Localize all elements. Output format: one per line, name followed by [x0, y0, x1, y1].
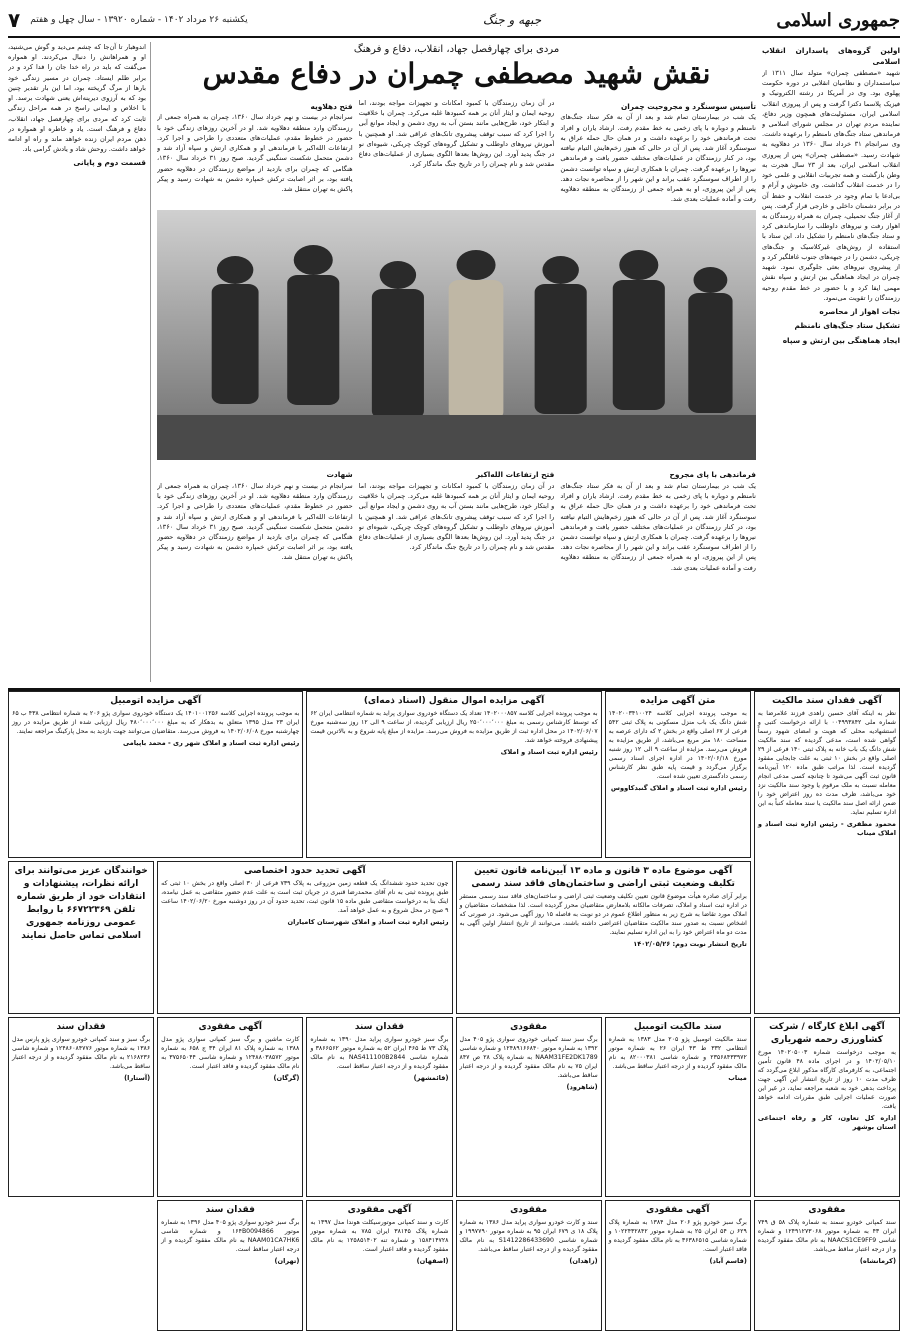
ad-body: کارت و سند کمپانی موتورسیکلت هوندا مدل ۱۳۹۷ به شماره پلاک ۳۸۱۴۵ ایران ۷۸۵ به شماره موتور ۱۵۸۴۱۴۷۲۸ و شماره تنه ۱۲۵۸۵۱۴۰۲ به نام مالک مفقود گردیده و فاقد اعتبار است.: [310, 1219, 449, 1254]
ad-footer: (اصفهان): [416, 1257, 449, 1266]
ad-body: برگ سبز خودرو پژو ۲۰۶ مدل ۱۳۸۴ به شماره پلاک ۶۲۹ ن ۵۴ ایران ۲۵ به شماره موتور ۱۰۲۲۴۳۲۸۴۲ و شماره شاسی ۳۶۳۸۶۵۱۵ به نام مالک مفقود گردیده و فاقد اعتبار است.: [608, 1219, 747, 1254]
ad-box: [605, 691, 751, 858]
ad-footer: رئیس اداره ثبت اسناد و املاک گنبدکاووس: [610, 783, 747, 792]
ad-title: مفقودی: [510, 1021, 548, 1032]
ad-box: [456, 1200, 602, 1331]
ad-body: برگ سبز و سند کمپانی خودرو سواری پژو پارس مدل ۱۳۸۶ به شماره موتور ۱۲۴۸۶۰۸۴۷۷۶ و شماره شاسی ۲۱۶۸۲۳۶ به نام مالک مفقود گردیده و از درجه اعتبار ساقط می‌باشد.: [12, 1035, 151, 1070]
article-text: شهید «مصطفی چمران» متولد سال ۱۳۱۱ از سیاستمداران و نظامیان انقلابی در دوره حکومت پهلوی بود. وی در آمریکا در رشته الکترونیک و فیزیک پلاسما دکترا گرفت و پس از پیروزی انقلاب اسلامی ایران، مسئولیت‌های همچون وزیر دفاع، نماینده مردم تهران در مجلس شورای اسلامی و فرماندهی ستاد جنگ‌های نامنظم را برعهده داشت. وی سرانجام ۳۱ خرداد سال ۱۳۶۰ در دهلاویه به شهادت رسید. «مصطفی چمران» پس از پیروزی انقلاب اسلامی ایران، بعد از ۲۳ سال هجرت به وطن بازگشت و همه تجربیات انقلابی و علمی خود را در خدمت انقلاب گذاشت. وی خاموش و آرام و بی‌ادعا با تمام وجود در خدمت انقلاب و حفظ آن در برابر دشمنان داخلی و خارجی قرار گرفت. پس از آغاز جنگ تحمیلی، چمران به همراه رزمندگان به اهواز رفت و نیروهای داوطلب را سازماندهی کرد و ستاد جنگ‌های نامنظم را تشکیل داد. این ستاد با استفاده از روش‌های غیرکلاسیک و جنگ‌های چریکی، دشمن را در جبهه‌های جنوب غافلگیر کرد و از پیشروی نیروهای بعثی جلوگیری نمود. شهید چمران در ایجاد هماهنگی بین ارتش و سپاه نقش مهمی ایفا کرد و با حضور در خط مقدم روحیه رزمندگان را تقویت می‌نمود.: [762, 68, 900, 302]
ad-box: [456, 861, 751, 1014]
article-text: در آن زمان رزمندگان با کمبود امکانات و تجهیزات مواجه بودند، اما روحیه ایمان و ایثار آنان بر همه کمبودها غلبه می‌کرد. چمران با خلاقیت و ابتکار خود، طرح‌هایی مانند بستن آب به روی دشمن و ایجاد موانع آبی را اجرا کرد که سبب توقف پیشروی تانک‌های عراقی شد. او همچنین با آموزش نیروهای داوطلب و تشکیل گروه‌های کوچک چریکی، شیوه‌ای نو در جنگ پدید آورد. این روش‌ها بعدها الگوی بسیاری از عملیات‌های دفاع مقدس شد و نام چمران را در تاریخ جنگ ماندگار کرد.: [358, 481, 555, 552]
ad-footer: (تهران): [274, 1257, 300, 1266]
article-main: [157, 42, 756, 682]
article-headline: نقش شهید مصطفی چمران در دفاع مقدس: [202, 57, 711, 90]
ad-title: سند مالکیت اتومبیل: [633, 1021, 722, 1032]
ad-body: نظر به اینکه آقای حسین زاهدی فرزند غلامرضا به شماره ملی ۰۰۴۹۹۳۸۴۲ با ارائه درخواست کتبی و استشهادیه محلی که هویت و امضای شهود رسماً گواهی شده است، مدعی گردیده که سند مالکیت شش دانگ یک باب خانه به پلاک ثبتی ۱۴۰ فرعی از ۲۹ اصلی واقع در بخش ۱۰ ثبتی به علت جابجایی مفقود گردیده است. لذا مراتب طبق ماده ۱۲۰ آیین‌نامه قانون ثبت آگهی می‌شود تا چنانچه کسی مدعی انجام معامله نسبت به ملک مرقوم یا وجود سند مالکیت نزد خود می‌باشد، ظرف مدت ده روز اعتراض خود را ضمن ارائه اصل سند مالکیت یا سند معامله کتباً به این اداره تسلیم نماید.: [757, 710, 896, 816]
ad-box: [8, 861, 154, 1014]
article-body-top: [157, 98, 756, 204]
article-ending-note: قسمت دوم و پایانی: [73, 158, 146, 168]
ad-footer: (زاهدان): [569, 1257, 598, 1266]
ad-box: [157, 861, 452, 1014]
ad-box: [754, 691, 900, 1014]
article-photo: [157, 210, 756, 460]
masthead: جمهوری اسلامی: [776, 9, 900, 31]
article-subhead: شهادت: [326, 470, 353, 480]
ad-title: آگهی موضوع ماده ۳ قانون و ماده ۱۳ آیین‌نامه قانون تعیین تکلیف وضعیت ثبتی اراضی و ساختمان‌های فاقد سند رسمی: [471, 865, 735, 889]
article-text: در آن زمان رزمندگان با کمبود امکانات و تجهیزات مواجه بودند، اما روحیه ایمان و ایثار آنان بر همه کمبودها غلبه می‌کرد. چمران با خلاقیت و ابتکار خود، طرح‌هایی مانند بستن آب به روی دشمن و ایجاد موانع آبی را اجرا کرد که سبب توقف پیشروی تانک‌های عراقی شد. او همچنین با آموزش نیروهای داوطلب و تشکیل گروه‌های کوچک چریکی، شیوه‌ای نو در جنگ پدید آورد. این روش‌ها بعدها الگوی بسیاری از عملیات‌های دفاع مقدس شد و نام چمران را در تاریخ جنگ ماندگار کرد.: [358, 99, 555, 169]
ad-footer: تاریخ انتشار نوبت دوم: ۱۴۰۲/۰۵/۲۶: [633, 939, 747, 948]
newspaper-page: [8, 4, 900, 1329]
ad-box: [605, 1200, 751, 1331]
article-subhead: اولین گروه‌های پاسداران انقلاب اسلامی: [762, 46, 900, 67]
article-subhead: فتح ارتفاعات الله‌اکبر: [475, 470, 555, 480]
ad-box: [306, 1017, 452, 1197]
ad-title: آگهی مفقودی: [347, 1205, 412, 1216]
ad-body: کارت ماشین و برگ سبز کمپانی سواری پژو مدل ۱۳۸۸ به شماره پلاک ۸۱ ایران ۳۴ ج ۶۵۸ به شماره موتور ۱۲۴۸۸۰۳۸۵۷۲ و شماره شاسی ۳۷۵۶۵۰۴۴ به نام مالک مفقود گردیده و فاقد اعتبار است.: [161, 1035, 300, 1070]
article-text: سرانجام در بیست و نهم خرداد سال ۱۳۶۰، چمران به همراه جمعی از رزمندگان وارد منطقه دهلاویه شد. او در آخرین روزهای زندگی خود با حضور در خطوط مقدم، عملیات‌های متعددی را طراحی و اجرا کرد. ارتفاعات الله‌اکبر با فرماندهی او و همکاری ارتش و سپاه آزاد شد و دشمن متحمل شکست سنگینی گردید. صبح روز ۳۱ خرداد سال ۱۳۶۰، هنگامی که چمران برای بازدید از مواضع رزمندگان در دهلاویه حضور یافته بود، بر اثر اصابت ترکش خمپاره دشمن به شهادت رسید و پیکر پاکش به تهران منتقل شد.: [157, 113, 353, 193]
page-number: ۷: [8, 8, 21, 32]
ad-body: برابر آرای صادره هیأت موضوع قانون تعیین تکلیف وضعیت ثبتی اراضی و ساختمان‌های فاقد سند رسمی مستقر در اداره ثبت اسناد و املاک، تصرفات مالکانه بلامعارض متقاضیان محرز گردیده است. لذا مشخصات متقاضیان و املاک مورد تقاضا به شرح زیر به منظور اطلاع عموم در دو نوبت به فاصله ۱۵ روز آگهی می‌شود. در صورتی که اشخاص نسبت به صدور سند مالکیت متقاضیان اعتراضی داشته باشند، می‌توانند از تاریخ انتشار اولین آگهی به مدت دو ماه اعتراض خود را به این اداره تسلیم نمایند.: [459, 892, 747, 936]
ad-body: به موجب درخواست شماره ۱۴۰۲۰۵۰۰۳ مورخ ۱۴۰۲/۰۵/۱۰ و در اجرای ماده ۴۸ قانون تأمین اجتماعی، به کارفرمای کارگاه مذکور ابلاغ می‌گردد که ظرف مدت ۱۰ روز از تاریخ انتشار این آگهی جهت پرداخت بدهی خود به شعبه مراجعه نماید، در غیر این صورت عملیات اجرایی طبق مقررات ادامه خواهد یافت.: [757, 1048, 896, 1110]
ad-box: [8, 691, 303, 858]
article-subhead: تأسیس سوسنگرد و مجروحیت چمران: [620, 102, 756, 111]
ad-footer: رئیس اداره ثبت اسناد و املاک شهر ری - محمد باپیامی: [122, 739, 300, 747]
ad-footer: میناب: [728, 1073, 747, 1082]
article-subhead: ایجاد هماهنگی بین ارتش و سپاه: [782, 335, 900, 345]
ad-body: سند مالکیت اتومبیل پژو ۲۰۵ مدل ۱۳۸۳ به شماره انتظامی ۳۳۲ ط ۴۳ ایران ۲۶ به شماره موتور ۲۳۵۶۸۴۳۳۹۷۲ و شماره شاسی ۸۲۰۰۰۳۸۱ به نام مالک مفقود گردیده و از درجه اعتبار ساقط می‌باشد.: [608, 1035, 747, 1070]
article-subhead: فتح دهلاویه: [310, 102, 353, 111]
ad-body: به موجب پرونده اجرایی کلاسه ۱۴۰۱۰۰۱۲۵۶ یک دستگاه خودروی سواری پژو ۲۰۶ به شماره انتظامی ۴۳۸ ب ۶۵ ایران ۲۳ مدل ۱۳۹۵ متعلق به بدهکار که به مبلغ ۴۸۰٬۰۰۰٬۰۰۰ ریال ارزیابی شده از طریق مزایده در روز چهارشنبه مورخ ۱۴۰۲/۰۶/۰۸ به فروش می‌رسد. متقاضیان می‌توانند جهت بازدید به محل پارکینگ مراجعه نمایند.: [12, 710, 300, 736]
ad-footer: (قاسم آباد): [709, 1257, 747, 1266]
article-text: یک شب در بیمارستان تمام شد و بعد از آن به فکر ستاد جنگ‌های نامنظم و دوباره با پای زخمی به خط مقدم رفت. ارشاد یاران و افراد تحت فرماندهی خود را برعهده داشت و در همان حال حمله عراق به سوسنگرد آغاز شد. پس از آن در حالی که هنوز زخم‌هایش التیام نیافته بود، در کنار رزمندگان در عملیات‌های مختلف حضور یافت و فرماندهی نیروها را برعهده گرفت. چمران با همکاری ارتش و سپاه توانست دشمن را از اطراف سوسنگرد عقب براند و این شهر را از محاصره نجات دهد. پس از این پیروزی، او به همراه جمعی از رزمندگان به منطقه دهلاویه رفت و آماده عملیات بعدی شد.: [560, 481, 756, 572]
page-header: [8, 4, 900, 38]
article-text: یک شب در بیمارستان تمام شد و بعد از آن به فکر ستاد جنگ‌های نامنظم و دوباره با پای زخمی به خط مقدم رفت. ارشاد یاران و افراد تحت فرماندهی خود را برعهده داشت و در همان حال حمله عراق به سوسنگرد آغاز شد. پس از آن در حالی که هنوز زخم‌هایش التیام نیافته بود، در کنار رزمندگان در عملیات‌های مختلف حضور یافت و فرماندهی نیروها را برعهده گرفت. چمران با همکاری ارتش و سپاه توانست دشمن را از اطراف سوسنگرد عقب براند و این شهر را از محاصره نجات دهد. پس از این پیروزی، او به همراه جمعی از رزمندگان به منطقه دهلاویه رفت و آماده عملیات بعدی شد.: [560, 113, 756, 204]
ad-title: فقدان سند: [56, 1021, 106, 1032]
ad-box: [157, 1200, 303, 1331]
feature-article: [8, 42, 900, 682]
ad-box: [8, 1017, 154, 1197]
article-subhead: تشکیل ستاد جنگ‌های نامنظم: [794, 321, 900, 331]
ad-title: مفقودی: [510, 1205, 548, 1216]
ad-title: آگهی تحدید حدود اختصاصی: [244, 865, 366, 876]
ad-title: آگهی مزایده اموال منقول (اسناد ذمه‌ای): [363, 696, 545, 706]
classified-ads: [8, 688, 900, 1331]
article-subhead: فرماندهی با پای مجروح: [669, 470, 756, 480]
ad-box: [306, 691, 601, 858]
ad-box: [306, 1200, 452, 1331]
ad-body: سند و کارت خودرو سواری پراید مدل ۱۳۸۶ به شماره پلاک ۱۸ ی ۶۷۹ ایران ۹۵ به شماره موتور ۱۹۹۷۷۹۰ و شماره شاسی S1412286433690 به نام مالک مفقود گردیده و از درجه اعتبار ساقط می‌باشد.: [459, 1219, 598, 1254]
ad-footer: (کرمانشاه): [859, 1257, 896, 1266]
ad-title: آگهی ابلاغ کارگاه / شرکت کشاورزی رحمه شهریاری: [769, 1021, 885, 1045]
ad-body: چون تحدید حدود ششدانگ یک قطعه زمین مزروعی به پلاک ۷۳۹ فرعی از ۳۰ اصلی واقع در بخش ۱۰ ثبتی که طبق پرونده ثبتی به نام آقای محمدرضا قنبری در جریان ثبت است به علت عدم حضور متقاضی به عمل نیامده، اینک بنا به درخواست متقاضی طبق ماده ۱۵ قانون ثبت، تحدید حدود آن در روز دوشنبه مورخ ۱۴۰۲/۰۶/۲۰ ساعت ۹ صبح در محل شروع و به عمل خواهد آمد.: [161, 879, 449, 914]
ad-title: آگهی فقدان سند مالکیت: [772, 696, 882, 706]
ad-body: برگ سبز خودرو سواری پراید مدل ۱۳۹۰ به شماره پلاک ۷۳ ط ۴۶۵ ایران ۵۲ به شماره موتور ۳۸۶۶۵۶۲ و شماره شاسی NAS411100B2844 به نام مالک مفقود گردیده و از درجه اعتبار ساقط است.: [310, 1035, 449, 1070]
article-subhead: نجات اهواز از محاصره: [819, 306, 900, 316]
ad-body: سند کمپانی خودرو سمند به شماره پلاک ۵۸ ق ۷۴۹ ایران ۴۳ به شماره موتور ۱۲۴۹۱۲۷۳۰۶۸ و شماره شاسی NAACS1CE9FF9 به نام مالک مفقود گردیده و از درجه اعتبار ساقط می‌باشد.: [757, 1219, 896, 1254]
ad-footer: رئیس اداره ثبت اسناد و املاک شهرستان کامیاران: [287, 917, 449, 926]
ad-title: آگهی مفقودی: [645, 1205, 710, 1216]
ad-body: به موجب پرونده اجرایی کلاسه ۱۴۰۲۰۰۰۸۵۷ تعداد یک دستگاه خودروی سواری پراید به شماره انتظامی ایران ۶۲ که توسط کارشناس رسمی به مبلغ ۲۵۰٬۰۰۰٬۰۰۰ ریال ارزیابی گردیده، از ساعت ۹ الی ۱۲ روز سه‌شنبه مورخ ۱۴۰۲/۰۶/۰۷ در محل اداره ثبت از طریق مزایده به فروش می‌رسد. مزایده از مبلغ پایه شروع و به بالاترین قیمت پیشنهادی فروخته خواهد شد.: [310, 710, 598, 744]
ad-footer: (شاهرود): [566, 1082, 598, 1091]
ad-footer: (قائمشهر): [413, 1073, 449, 1082]
ad-footer: (گرگان): [273, 1073, 300, 1082]
article-body-bottom: [157, 466, 756, 572]
ad-title: مفقودی: [808, 1205, 846, 1216]
ad-box: [157, 1017, 303, 1197]
ad-title: فقدان سند: [205, 1205, 255, 1216]
ad-body: به موجب پرونده اجرایی کلاسه ۱۴۰۲۰۰۳۴۱۰۰۲۴ شش دانگ یک باب منزل مسکونی به پلاک ثبتی ۵۴۲ فرعی از ۶۷ اصلی واقع در بخش ۲ که دارای عرصه به مساحت ۱۸۰ متر مربع می‌باشد، از طریق مزایده به فروش می‌رسد. مزایده از ساعت ۹ الی ۱۲ روز شنبه مورخ ۱۴۰۲/۰۶/۱۸ در اداره اجرای اسناد رسمی برگزار می‌گردد و قیمت پایه طبق نظر کارشناس رسمی دادگستری تعیین شده است.: [608, 710, 747, 780]
article-column-left: [8, 42, 151, 682]
ad-title: خوانندگان عزیز می‌توانند برای ارائه نظرات، پیشنهادات و انتقادات خود از طریق شماره تلفن ۶۶۷۲۲۳۶۹ با روابط عمومی روزنامه جمهوری اسلامی تماس حاصل نمایند: [14, 865, 148, 942]
section-logo: جبهه و جنگ: [482, 13, 542, 27]
ad-box: [456, 1017, 602, 1197]
ad-title: آگهی مفقودی: [198, 1021, 263, 1032]
article-text: سرانجام در بیست و نهم خرداد سال ۱۳۶۰، چمران به همراه جمعی از رزمندگان وارد منطقه دهلاویه شد. او در آخرین روزهای زندگی خود با حضور در خطوط مقدم، عملیات‌های متعددی را طراحی و اجرا کرد. ارتفاعات الله‌اکبر با فرماندهی او و همکاری ارتش و سپاه آزاد شد و دشمن متحمل شکست سنگینی گردید. صبح روز ۳۱ خرداد سال ۱۳۶۰، هنگامی که چمران برای بازدید از مواضع رزمندگان در دهلاویه حضور یافته بود، بر اثر اصابت ترکش خمپاره دشمن به شهادت رسید و پیکر پاکش به تهران منتقل شد.: [157, 481, 353, 562]
date-line: یکشنبه ۲۶ مرداد ۱۴۰۲ - شماره ۱۳۹۲۰ - سال چهل و هفتم: [30, 15, 248, 25]
ad-footer: (آستارا): [124, 1073, 151, 1082]
ad-footer: محمود مظفری - رئیس اداره ثبت اسناد و املاک میناب: [757, 819, 896, 838]
ad-body: برگ سبز سند کمپانی خودروی سواری پژو ۴۰۵ مدل ۱۳۹۲ به شماره موتور ۱۲۴۸۹۱۶۶۸۴۰ و شماره شاسی NAAM31FE2DK1789 به شماره پلاک ۲۸ ص ۸۴۷ ایران ۷۵ به نام مالک مفقود گردیده و از درجه اعتبار ساقط می‌باشد.: [459, 1035, 598, 1079]
ad-box: [754, 1200, 900, 1331]
ad-box: [605, 1017, 751, 1197]
ad-footer: رئیس اداره ثبت اسناد و املاک: [500, 747, 598, 756]
ad-title: آگهی مزایده اتومبیل: [110, 696, 202, 706]
article-kicker: مردی برای چهارفصل جهاد، انقلاب، دفاع و فرهنگ: [353, 44, 560, 55]
ad-body: برگ سبز خودرو سواری پژو ۴۰۵ مدل ۱۳۹۶ به شماره موتور ۱۶۴B0094866 و شماره شاسی NAAM01CA7HK6 به نام مالک مفقود گردیده و از درجه اعتبار ساقط است.: [161, 1219, 300, 1254]
group-photo-image: [157, 210, 756, 460]
article-column-right: [762, 42, 900, 682]
ad-title: متن آگهی مزایده: [640, 696, 716, 706]
article-text: اندوهبار تا آن‌جا که چشم می‌دید و گوش می‌شنید، او و همراهانش را دنبال می‌کردند. او همواره می‌گفت که باید در راه خدا جان را فدا کرد و در برابر ظلم ایستاد. چمران در مسیر زندگی خود بارها از مرگ گریخته بود، اما این بار تقدیر چنین بود که به آرزوی دیرینه‌اش یعنی شهادت برسد. او با اخلاص و ایمانی راسخ در همه مراحل زندگی ثابت کرد که مردی برای چهارفصل جهاد، انقلاب، دفاع و فرهنگ است. یاد و خاطره او همواره در ذهن مردم ایران زنده خواهد ماند و راه او ادامه خواهد داشت. روحش شاد و یادش گرامی باد.: [8, 43, 146, 154]
ad-footer: اداره کل تعاون، کار و رفاه اجتماعی استان بوشهر: [757, 1113, 896, 1132]
ad-box: [754, 1017, 900, 1197]
ad-title: فقدان سند: [354, 1021, 405, 1032]
